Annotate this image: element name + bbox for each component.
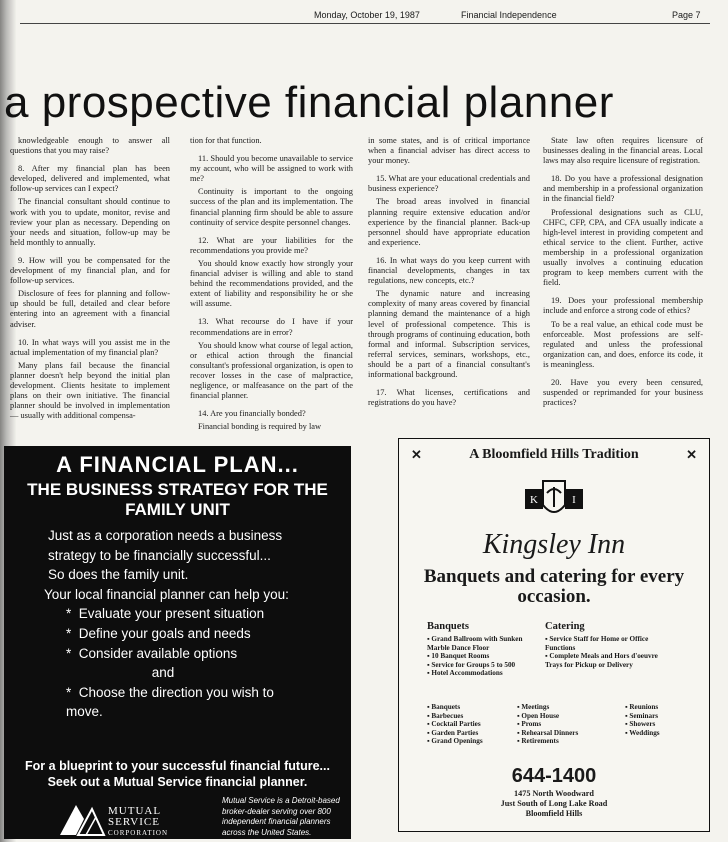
ad-bullet: * Choose the direction you wish to move.	[66, 684, 274, 720]
ad-bullet: * Define your goals and needs	[66, 625, 251, 641]
ad-call-to-action: For a blueprint to your successful financial future... Seek out a Mutual Service financial planner.	[25, 759, 330, 789]
body-paragraph: knowledgeable enough to answer all questions that you may raise?	[10, 136, 170, 156]
article-headline: a prospective financial planner	[4, 78, 614, 127]
ad-bullet: * Evaluate your present situation	[66, 606, 265, 622]
catering-list	[545, 635, 675, 669]
body-paragraph: To be a real value, an ethical code must be enforceable. Most professions are self-regulated and unless the professional organization can, and does, enforce its code, it is meaningless.	[543, 319, 703, 369]
ad-line: strategy to be financially successful...	[48, 547, 271, 563]
kingsley-crest-icon	[519, 475, 589, 523]
list-item: ▪ Retirements	[517, 737, 617, 746]
question-paragraph: 14. Are you financially bonded?	[198, 409, 306, 419]
question-paragraph: 19. Does your professional membership include and enforce a strong code of ethics?	[543, 296, 703, 316]
body-paragraph: Disclosure of fees for planning and follow-up should be full, detailed and clear before entering into an agreement with a financial adviser.	[10, 289, 170, 329]
body-paragraph: tion for that function.	[190, 136, 262, 145]
question-paragraph: 16. In what ways do you keep current with financial developments, changes in tax regulations, new concepts, etc.?	[368, 255, 530, 286]
ad-headline: A FINANCIAL PLAN...	[56, 452, 299, 477]
ad-tradition-line: A Bloomfield Hills Tradition	[469, 447, 639, 462]
list-item: ▪ Barbecues	[427, 712, 517, 721]
header-page-number: Page 7	[672, 10, 701, 20]
question-paragraph: 8. After my financial plan has been developed, delivered and implemented, what follow-up services can I expect?	[10, 164, 170, 194]
question-paragraph: 10. In what ways will you assist me in the actual implementation of my financial plan?	[10, 337, 170, 357]
inn-name: Kingsley Inn	[482, 529, 626, 560]
list-item: ▪ Garden Parties	[427, 729, 517, 738]
list-item: ▪ Hotel Accommodations	[427, 669, 545, 678]
question-paragraph: 20. Have you every been censured, suspended or reprimanded for your business practices?	[543, 377, 703, 408]
ad-company-note: Mutual Service is a Detroit-based broker-dealer serving over 800 independent financial planners across the United States.	[222, 796, 340, 837]
list-item: ▪ Seminars	[625, 712, 705, 721]
ad-subhead: THE BUSINESS STRATEGY FOR THE FAMILY UNIT	[27, 480, 328, 519]
list-item: ▪ Rehearsal Dinners	[517, 729, 617, 738]
article-column-2	[190, 136, 353, 435]
body-paragraph: You should know what course of legal action, or ethical action through the financial consultant's professional organization, is open to recover losses in the case of malpractice, negligence, or malfeasance on the part of the financial planner.	[190, 340, 353, 401]
question-paragraph: 18. Do you have a professional designation and membership in a professional organization in the financial field?	[543, 174, 703, 204]
list-item: ▪ Meetings	[517, 703, 617, 712]
events-list-c	[625, 703, 705, 737]
list-item: ▪ Grand Ballroom with Sunken Marble Dance Floor	[427, 635, 545, 652]
list-item: ▪ Banquets	[427, 703, 517, 712]
question-paragraph: 9. How will you be compensated for the development of my financial plan, and for follow-up services.	[10, 255, 170, 286]
list-item: ▪ Service for Groups 5 to 500	[427, 661, 545, 670]
ornament-right-icon: ✕	[686, 447, 697, 462]
ad-tagline: Banquets and catering for every occasion.	[423, 566, 685, 607]
catering-heading: Catering	[545, 621, 585, 632]
question-paragraph: Financial bonding is required by law	[198, 422, 322, 432]
events-list-a	[427, 703, 517, 746]
list-item: ▪ 10 Banquet Rooms	[427, 652, 545, 661]
question-paragraph: 12. What are your liabilities for the recommendations you provide me?	[190, 235, 353, 255]
body-paragraph: The dynamic nature and increasing complexity of many areas covered by financial planning demand the maintenance of a high level of professional competence. This is through programs of continuing education, both formal and informal. Subscription services, referral services, seminars, workshops, etc., should be a part of a financial consultant's informational background.	[368, 289, 530, 379]
list-item: ▪ Grand Openings	[427, 737, 517, 746]
article-column-1	[10, 136, 170, 429]
article-column-4	[543, 136, 703, 411]
header-date: Monday, October 19, 1987	[314, 10, 420, 20]
article-column-3	[368, 136, 530, 411]
svg-text:K: K	[530, 494, 538, 506]
body-paragraph: The financial consultant should continue to work with you to update, monitor, revise and review your plan as necessary. Depending on your needs and situation, follow-up may be held monthly to annually.	[10, 197, 170, 247]
list-item: ▪ Open House	[517, 712, 617, 721]
svg-text:I: I	[572, 494, 576, 506]
ad-line: Your local financial planner can help you:	[44, 586, 289, 602]
body-paragraph: You should know exactly how strongly your financial adviser is willing and able to stand behind the recommendations provided, and the extent of liability and responsibility he or she will assume.	[190, 258, 353, 309]
ad-bullet: * Consider available options	[66, 645, 238, 661]
banquets-heading: Banquets	[427, 621, 470, 632]
events-list-b	[517, 703, 617, 746]
body-paragraph: Continuity is important to the ongoing success of the plan and its implementation. The financial planning firm should be able to assure continuity of service despite personnel changes.	[190, 187, 353, 227]
phone-number: 644-1400	[511, 765, 597, 787]
body-paragraph: in some states, and is of critical importance when a financial adviser has direct access to your money.	[368, 136, 530, 166]
question-paragraph: 15. What are your educational credentials and business experience?	[368, 174, 530, 194]
list-item: ▪ Showers	[625, 720, 705, 729]
body-paragraph: The broad areas involved in financial planning require extensive education and/or experience by the financial planner. Back-up personnel should have appropriate education and experience.	[368, 197, 530, 247]
list-item: ▪ Weddings	[625, 729, 705, 738]
address: 1475 North Woodward Just South of Long Lake Road Bloomfield Hills	[500, 789, 608, 818]
banquets-list	[427, 635, 545, 678]
list-item: ▪ Complete Meals and Hors d'oeuvre Trays for Pickup or Delivery	[545, 652, 675, 669]
ad-line: So does the family unit.	[48, 567, 189, 583]
list-item: ▪ Reunions	[625, 703, 705, 712]
body-paragraph: State law often requires licensure of businesses dealing in the financial areas. Local laws may also require licensure of registration.	[543, 136, 703, 166]
question-paragraph: 13. What recourse do I have if your recommendations are in error?	[190, 317, 353, 337]
list-item: ▪ Cocktail Parties	[427, 720, 517, 729]
list-item: ▪ Proms	[517, 720, 617, 729]
ad-body	[44, 526, 348, 722]
mutual-service-name: MUTUAL SERVICE CORPORATION	[108, 805, 169, 837]
question-paragraph: 11. Should you become unavailable to service my account, who will be assigned to work with me?	[190, 154, 353, 184]
mutual-service-ad	[4, 446, 351, 839]
question-paragraph: 17. What licenses, certifications and registrations do you have?	[368, 388, 530, 408]
page-header	[0, 10, 728, 24]
ad-and: and	[151, 665, 175, 681]
ad-line: Just as a corporation needs a business	[48, 528, 283, 543]
header-section: Financial Independence	[461, 10, 557, 20]
header-rule	[20, 23, 710, 24]
kingsley-inn-ad	[398, 438, 710, 832]
list-item: ▪ Service Staff for Home or Office Functions	[545, 635, 675, 652]
body-paragraph: Professional designations such as CLU, CHFC, CFP, CPA, and CFA usually indicate a high-level interest in providing competent and ethical service to the client. Further, active membership in a professional organization usually involves a continuing education program to keep members current with the field.	[543, 207, 703, 288]
ornament-left-icon: ✕	[411, 447, 422, 462]
body-paragraph: Many plans fail because the financial planner doesn't help beyond the initial plan development. Clients hesitate to implement plans on their own initiative. The financial planner should be involved in implementation — usually with additional compensa-	[10, 360, 170, 421]
